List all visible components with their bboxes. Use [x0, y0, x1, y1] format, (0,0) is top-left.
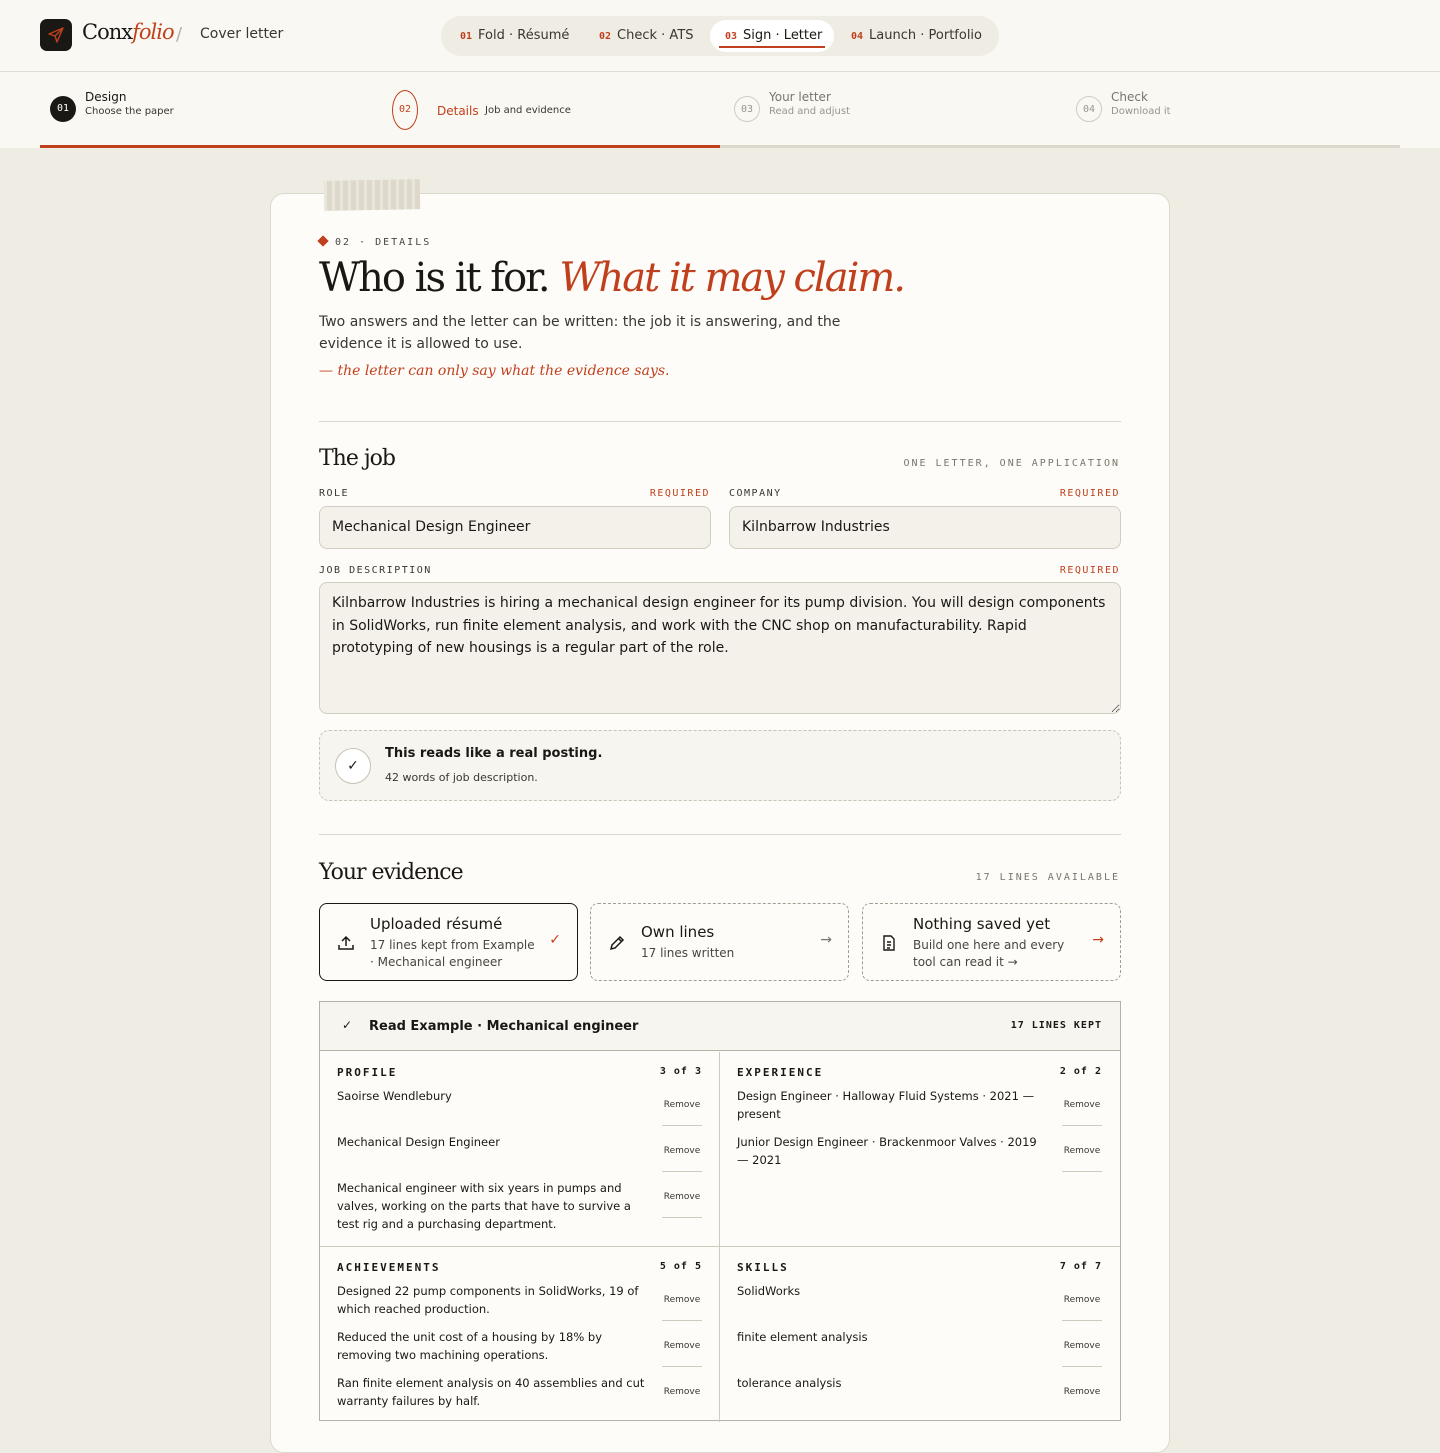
page-title: [319, 255, 904, 301]
logo[interactable]: [40, 19, 72, 51]
source-nothing-saved[interactable]: [862, 903, 1121, 981]
column-divider: [719, 1052, 720, 1422]
brand-name-b: folio: [132, 20, 174, 44]
job-meta: ONE LETTER, ONE APPLICATION: [903, 458, 1120, 469]
paper-plane-icon: [48, 27, 64, 43]
remove-button[interactable]: Remove: [663, 1387, 701, 1397]
source-subtitle: Build one here and every tool can read it →: [913, 938, 1065, 969]
job-description-label: JOB DESCRIPTION: [319, 565, 432, 576]
step-subtitle: Read and adjust: [769, 106, 851, 117]
company-label: COMPANY: [729, 488, 782, 499]
intro-aside: — the letter can only say what the evidence says.: [319, 363, 670, 379]
panel-title: Read Example · Mechanical engineer: [369, 1019, 639, 1034]
remove-button[interactable]: Remove: [663, 1100, 701, 1110]
role-input[interactable]: Mechanical Design Engineer: [319, 506, 711, 549]
upload-icon: [337, 934, 355, 952]
posting-check-notice: [319, 730, 1121, 801]
evidence-panel: [319, 1001, 1121, 1421]
remove-rule: [1062, 1125, 1102, 1126]
tab-label: Sign · Letter: [743, 28, 823, 43]
remove-rule: [662, 1366, 702, 1367]
checkmark-icon: ✓: [549, 932, 561, 948]
group-count-experience: 2 of 2: [1059, 1066, 1102, 1077]
evidence-line: Junior Design Engineer · Brackenmoor Valves · 2019 — 2021: [737, 1135, 1037, 1167]
brand-name-a: Conx: [82, 20, 133, 44]
arrow-right-icon: →: [820, 932, 832, 948]
evidence-line: Mechanical engineer with six years in pumps and valves, working on the parts that have to survive a test rig and a purchasing department.: [337, 1181, 631, 1231]
job-description-input[interactable]: [319, 582, 1121, 714]
evidence-line: Mechanical Design Engineer: [337, 1135, 500, 1149]
source-subtitle: 17 lines kept from Example · Mechanical engineer: [370, 938, 535, 969]
remove-button[interactable]: Remove: [663, 1341, 701, 1351]
step-bar: [0, 72, 1440, 148]
source-title: Nothing saved yet: [913, 915, 1051, 933]
remove-button[interactable]: Remove: [663, 1295, 701, 1305]
source-own-lines[interactable]: [590, 903, 849, 981]
tab-label: Fold · Résumé: [478, 28, 570, 43]
remove-rule: [1062, 1171, 1102, 1172]
divider: [319, 834, 1121, 835]
role-required: REQUIRED: [649, 488, 710, 499]
source-title: Uploaded résumé: [370, 915, 503, 933]
step-progress-fill: [40, 145, 720, 148]
step-title: Details: [437, 104, 479, 118]
remove-rule: [1062, 1366, 1102, 1367]
pencil-icon: [608, 934, 626, 952]
remove-button[interactable]: Remove: [663, 1146, 701, 1156]
check-icon: ✓: [335, 748, 371, 784]
tab-label: Check · ATS: [617, 28, 694, 43]
row-divider: [320, 1246, 1120, 1247]
job-heading: The job: [319, 446, 396, 471]
company-input[interactable]: Kilnbarrow Industries: [729, 506, 1121, 549]
group-count-achievements: 5 of 5: [659, 1261, 702, 1272]
remove-rule: [662, 1320, 702, 1321]
tab-num: 02: [599, 31, 612, 42]
tape-decoration: [324, 179, 421, 211]
notice-subtitle: 42 words of job description.: [385, 771, 538, 784]
evidence-line: SolidWorks: [737, 1284, 801, 1298]
role-label: ROLE: [319, 488, 350, 499]
step-title: Design: [85, 90, 127, 104]
remove-button[interactable]: Remove: [1063, 1387, 1101, 1397]
evidence-line: tolerance analysis: [737, 1376, 842, 1390]
source-title: Own lines: [641, 923, 715, 941]
remove-button[interactable]: Remove: [663, 1192, 701, 1202]
breadcrumb-current: Cover letter: [200, 26, 284, 42]
source-subtitle: 17 lines written: [641, 946, 735, 960]
remove-button[interactable]: Remove: [1063, 1341, 1101, 1351]
document-icon: [880, 934, 898, 952]
step-number: 01: [50, 96, 76, 122]
step-number: 02: [392, 90, 418, 130]
evidence-line: Ran finite element analysis on 40 assemblies and cut warranty failures by half.: [337, 1376, 645, 1408]
remove-rule: [662, 1125, 702, 1126]
remove-rule: [662, 1217, 702, 1218]
evidence-heading: Your evidence: [319, 860, 463, 885]
group-count-profile: 3 of 3: [659, 1066, 702, 1077]
step-number: 03: [734, 96, 760, 122]
tab-num: 01: [460, 31, 473, 42]
group-title-experience: EXPERIENCE: [737, 1066, 824, 1079]
group-title-skills: SKILLS: [737, 1261, 789, 1274]
notice-title: This reads like a real posting.: [385, 746, 603, 761]
eyebrow-text: 02 · DETAILS: [335, 237, 432, 248]
section-eyebrow: [319, 237, 431, 248]
step-number: 04: [1076, 96, 1102, 122]
group-title-profile: PROFILE: [337, 1066, 398, 1079]
evidence-line: Design Engineer · Halloway Fluid Systems · 2021 — present: [737, 1089, 1035, 1121]
headline-part-a: Who is it for.: [319, 255, 549, 301]
tab-launch-portfolio[interactable]: [841, 20, 992, 52]
intro-text: Two answers and the letter can be written: the job it is answering, and the evidence it is allowed to use.: [319, 314, 841, 352]
tab-fold-resume[interactable]: [449, 20, 580, 52]
step-title: Your letter: [769, 90, 831, 104]
step-subtitle: Job and evidence: [485, 105, 571, 116]
diamond-icon: [317, 235, 328, 246]
tool-tabs: [441, 16, 999, 56]
tab-sign-letter[interactable]: [710, 20, 834, 52]
remove-rule: [1062, 1320, 1102, 1321]
remove-button[interactable]: Remove: [1063, 1146, 1101, 1156]
company-required: REQUIRED: [1059, 488, 1120, 499]
tab-num: 03: [725, 31, 738, 42]
group-title-achievements: ACHIEVEMENTS: [337, 1261, 441, 1274]
evidence-panel-header: [320, 1002, 1120, 1051]
evidence-meta: 17 LINES AVAILABLE: [975, 872, 1120, 883]
remove-button[interactable]: Remove: [1063, 1100, 1101, 1110]
tab-label: Launch · Portfolio: [869, 28, 982, 43]
step-subtitle: Download it: [1111, 106, 1171, 117]
evidence-line: Saoirse Wendlebury: [337, 1089, 452, 1103]
tab-num: 04: [851, 31, 864, 42]
tab-check-ats[interactable]: [589, 20, 704, 52]
job-description-required: REQUIRED: [1059, 565, 1120, 576]
evidence-line: Reduced the unit cost of a housing by 18% by removing two machining operations.: [337, 1330, 603, 1362]
remove-rule: [662, 1171, 702, 1172]
step-subtitle: Choose the paper: [85, 106, 174, 117]
remove-button[interactable]: Remove: [1063, 1295, 1101, 1305]
evidence-line: Designed 22 pump components in SolidWorks, 19 of which reached production.: [337, 1284, 639, 1316]
divider: [319, 421, 1121, 422]
group-count-skills: 7 of 7: [1059, 1261, 1102, 1272]
headline-part-b: What it may claim.: [559, 255, 905, 301]
breadcrumb-separator: /: [176, 24, 183, 45]
evidence-line: finite element analysis: [737, 1330, 868, 1344]
source-uploaded-resume[interactable]: [319, 903, 578, 981]
panel-count: 17 LINES KEPT: [1010, 1020, 1102, 1031]
top-bar: [0, 0, 1440, 72]
checkmark-icon: ✓: [342, 1018, 353, 1032]
brand-name[interactable]: [82, 20, 174, 44]
arrow-right-icon: →: [1092, 932, 1104, 948]
step-title: Check: [1111, 90, 1148, 104]
